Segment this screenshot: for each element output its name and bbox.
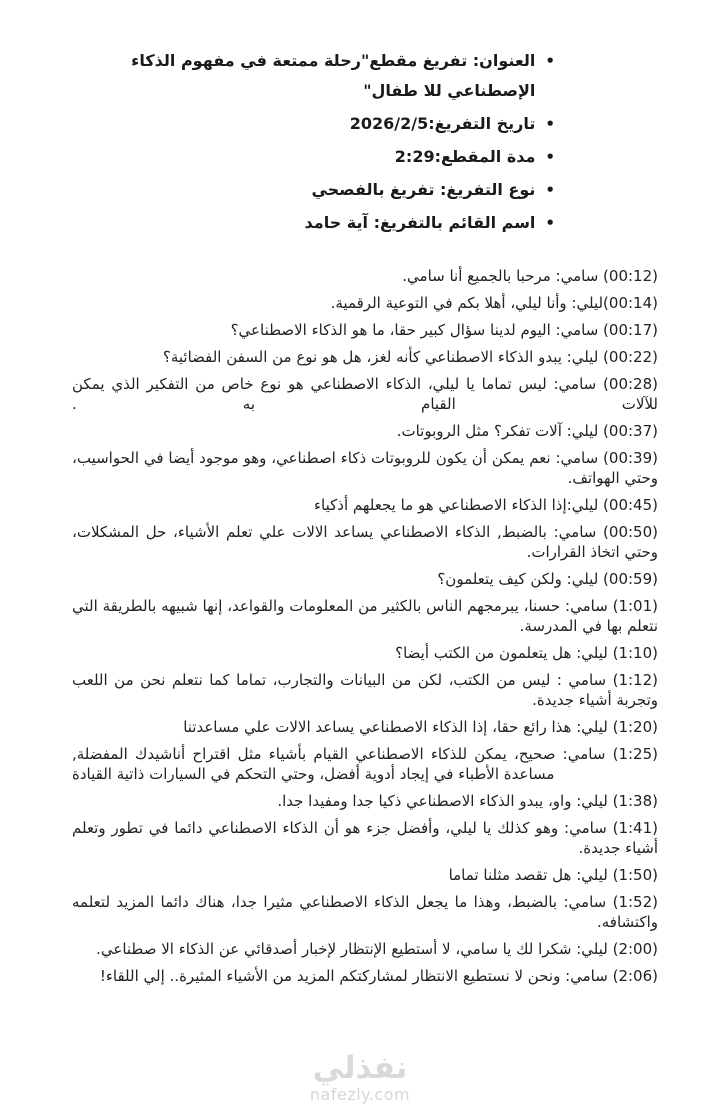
transcript-line: (00:37) ليلي: آلات تفكر؟ مثل الروبوتات. (396, 422, 658, 440)
transcript-line: (1:38) ليلي: واو، يبدو الذكاء الاصطناعي ذكيا جدا ومفيدا جدا. (277, 792, 658, 810)
transcript-line: (2:06) سامي: ونحن لا نستطيع الانتظار لمشاركتكم المزيد من الأشياء المثيرة.. إلي اللقاء! (99, 967, 658, 985)
transcript (72, 266, 658, 986)
transcript-line: (00:14)ليلي: وأنا ليلي، أهلا بكم في التوعية الرقمية. (330, 294, 658, 312)
header-item-label: تاريخ التفريغ:2026/2/5 (349, 114, 536, 133)
bullet-icon: • (545, 214, 555, 232)
transcript-line: (00:22) ليلي: يبدو الذكاء الاصطناعي كأنه لغز، هل هو نوع من السفن الفضائية؟ (162, 348, 658, 366)
transcript-line: (1:25) سامي: صحيح، يمكن للذكاء الاصطناعي القيام بأشياء مثل اقتراح أناشيدك المفضلة, مساعدة الأطباء في إيجاد أدوية أفضل، وحتي التحكم في السيارات ذاتية القيادة (72, 745, 658, 783)
header-item (72, 46, 555, 106)
header-list (72, 46, 555, 238)
bullet-icon: • (545, 181, 555, 199)
transcript-line: (00:59) ليلي: ولكن كيف يتعلمون؟ (437, 570, 658, 588)
header-item-label: العنوان: تفريغ مقطع"رحلة ممتعة في مفهوم الذكاء الإصطناعي للا طفال" (131, 51, 536, 100)
bullet-icon: • (545, 115, 555, 133)
header-item-label: اسم القائم بالتفريغ: آية حامد (304, 213, 536, 232)
transcript-line: (1:52) سامي: بالضبط، وهذا ما يجعل الذكاء الاصطناعي مثيرا جدا، هناك دائما المزيد لتعلمه واكتشافه. (72, 893, 658, 931)
transcript-line: (00:28) سامي: ليس تماما يا ليلي، الذكاء الاصطناعي هو نوع خاص من التفكير الذي يمكن للآلات القيام به . (72, 375, 658, 413)
transcript-line: (00:12) سامي: مرحبا بالجميع أنا سامي. (402, 267, 658, 285)
header-item (72, 142, 555, 172)
bullet-icon: • (545, 52, 555, 70)
header-item-label: مدة المقطع:2:29 (394, 147, 536, 166)
header-item (72, 175, 555, 205)
transcript-line: (2:00) ليلي: شكرا لك يا سامي، لا أستطيع الإنتظار لإخبار أصدقائي عن الذكاء الا صطناعي. (96, 940, 658, 958)
nafezly-logo: نفذلي (312, 1050, 408, 1086)
transcript-line: (1:20) ليلي: هذا رائع حقا، إذا الذكاء الاصطناعي يساعد الالات علي مساعدتنا (183, 718, 658, 736)
watermark (0, 1050, 720, 1104)
header-item (72, 208, 555, 238)
transcript-line: (00:17) سامي: اليوم لدينا سؤال كبير حقا، ما هو الذكاء الاصطناعي؟ (230, 321, 658, 339)
transcript-line: (1:41) سامي: وهو كذلك يا ليلي، وأفضل جزء هو أن الذكاء الاصطناعي دائما في تطور وتعلم أشياء جديدة. (72, 819, 658, 857)
transcript-line: (1:12) سامي : ليس من الكتب، لكن من البيانات والتجارب، تماما كما نتعلم نحن من اللعب وتجربة أشياء جديدة. (72, 671, 658, 709)
transcript-line: (00:39) سامي: نعم يمكن أن يكون للروبوتات ذكاء اصطناعي، وهو موجود أيضا في الحواسيب، وحتي الهواتف. (72, 449, 658, 487)
transcript-line: (1:50) ليلي: هل تقصد مثلنا تماما (448, 866, 658, 884)
transcript-line: (00:45) ليلي:إذا الذكاء الاصطناعي هو ما يجعلهم أذكياء (313, 496, 658, 514)
header-item (72, 109, 555, 139)
transcript-line: (00:50) سامي: بالضبط, الذكاء الاصطناعي يساعد الالات علي تعلم الأشياء، حل المشكلات، وحتي اتخاذ القرارات. (72, 523, 658, 561)
bullet-icon: • (545, 148, 555, 166)
header-item-label: نوع التفريغ: تفريغ بالفصحي (311, 180, 536, 199)
transcript-line: (1:10) ليلي: هل يتعلمون من الكتب أيضا؟ (395, 644, 658, 662)
nafezly-site-url: nafezly.com (309, 1085, 411, 1104)
transcript-line: (1:01) سامي: حسنا، يبرمجهم الناس بالكثير من المعلومات والقواعد، إنها شبيهه بالطريقة التي نتعلم بها في المدرسة. (72, 597, 658, 635)
